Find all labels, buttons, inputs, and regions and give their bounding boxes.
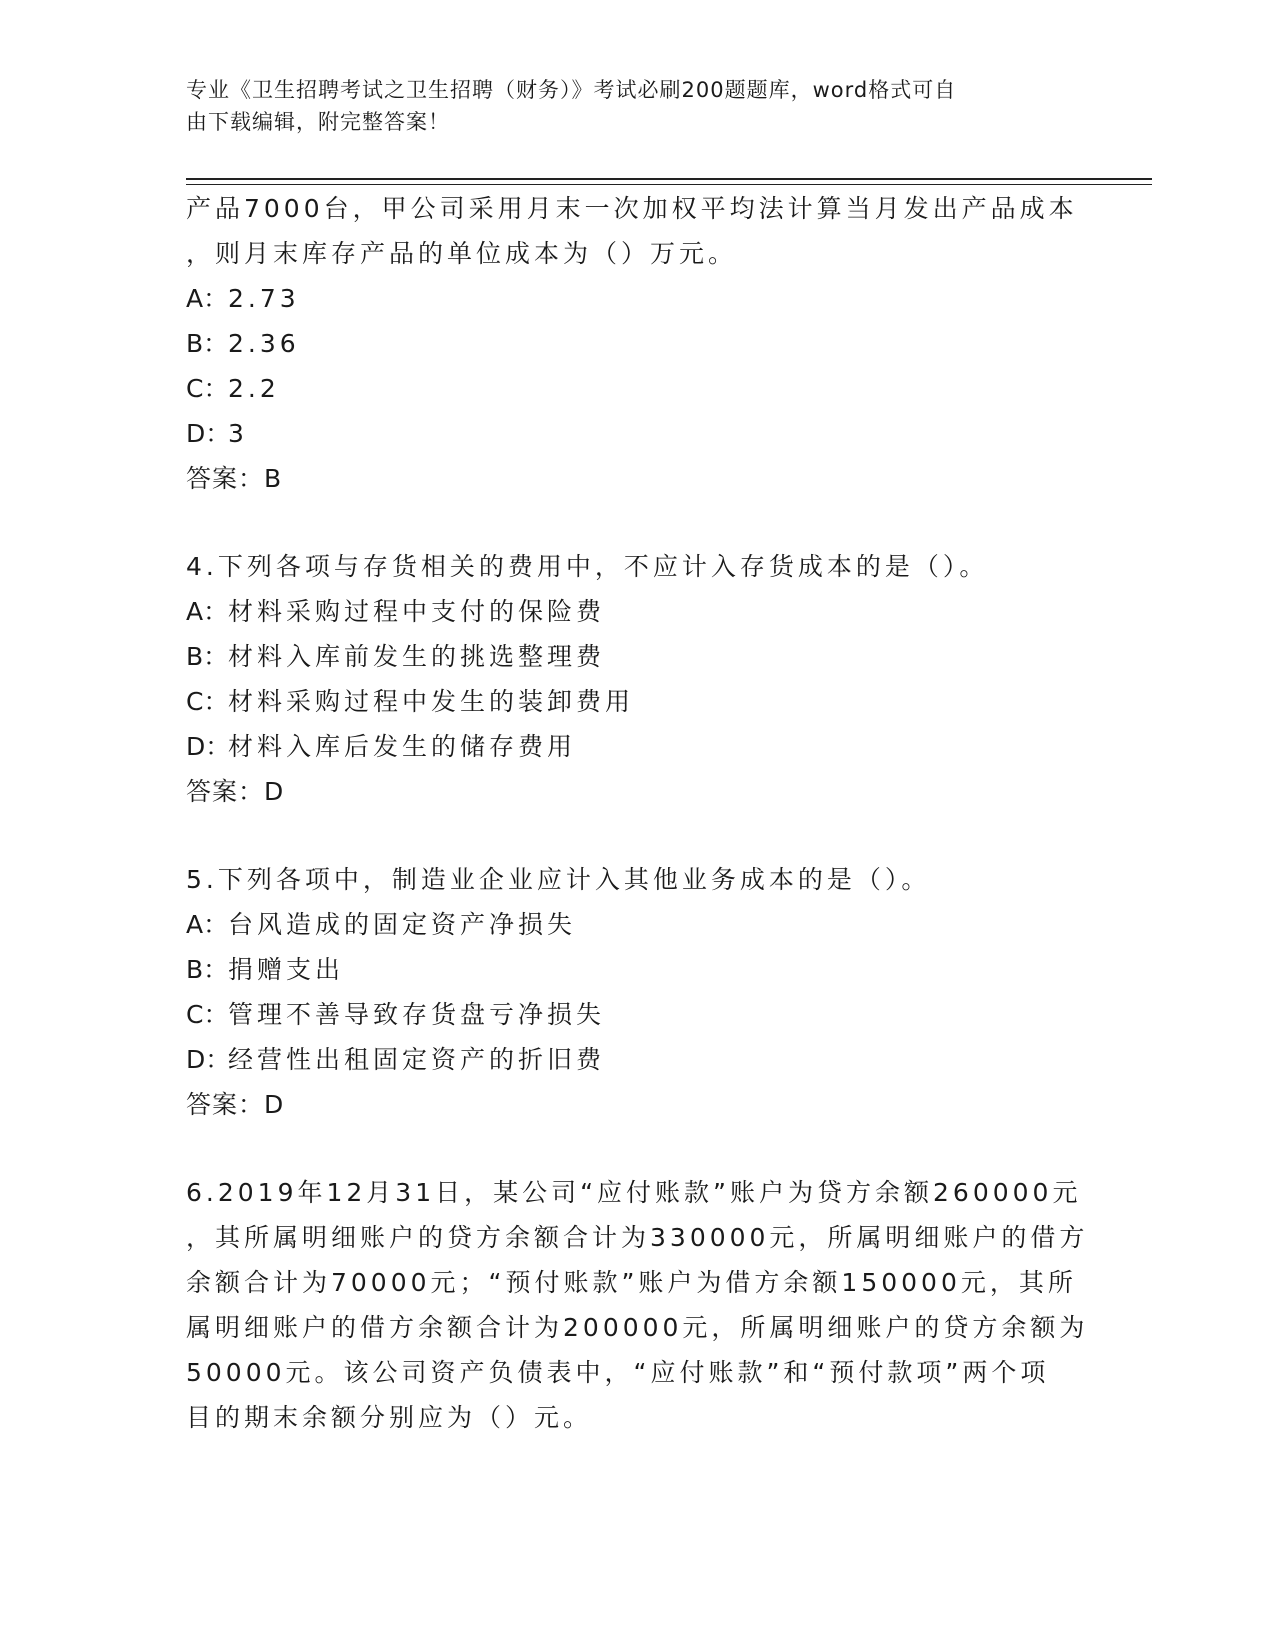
question-5-option-d [186,1037,1086,1082]
option-label: B： [186,955,229,984]
question-5-option-a [186,902,1086,947]
question-5-stem: 5.下列各项中，制造业企业应计入其他业务成本的是（）。 [186,865,931,894]
question-4-option-d [186,724,1086,769]
spacer [186,814,1086,857]
question-5 [186,857,1086,1127]
question-5-option-c [186,992,1086,1037]
question-3-option-a [186,276,1086,321]
question-3-option-c [186,366,1086,411]
option-text: 材料采购过程中支付的保险费 [228,597,606,626]
option-label: C： [186,1000,229,1029]
option-text: 捐赠支出 [228,955,345,984]
option-label: D： [186,419,231,448]
question-3-stem-line-2: ，则月末库存产品的单位成本为（）万元。 [186,239,738,268]
option-text: 2.36 [228,329,300,358]
option-label: A： [186,284,229,313]
question-6-stem-line-5: 50000元。该公司资产负债表中，“应付账款”和“预付款项”两个项 [186,1358,1050,1387]
question-6-stem-line-4: 属明细账户的借方余额合计为200000元，所属明细账户的贷方余额为 [186,1313,1089,1342]
option-label: C： [186,687,229,716]
question-4 [186,544,1086,814]
spacer [186,501,1086,544]
question-4-stem: 4.下列各项与存货相关的费用中，不应计入存货成本的是（）。 [186,552,989,581]
question-3-option-b [186,321,1086,366]
option-text: 材料入库后发生的储存费用 [228,732,577,761]
question-6-stem-line-3: 余额合计为70000元；“预付账款”账户为借方余额150000元，其所 [186,1268,1077,1297]
option-label: C： [186,374,229,403]
option-label: A： [186,597,229,626]
question-3-stem-line-1: 产品7000台，甲公司采用月末一次加权平均法计算当月发出产品成本 [186,194,1078,223]
option-text: 2.73 [228,284,300,313]
question-3-answer: 答案：B [186,464,283,493]
option-label: B： [186,642,229,671]
question-4-answer: 答案：D [186,777,285,806]
option-text: 经营性出租固定资产的折旧费 [228,1045,606,1074]
question-4-option-b [186,634,1086,679]
header-line-2: 由下载编辑，附完整答案！ [186,110,450,134]
question-6-stem-line-2: ，其所属明细账户的贷方余额合计为330000元，所属明细账户的借方 [186,1223,1089,1252]
document-header [186,74,1066,138]
spacer [186,1127,1086,1170]
document-body [186,186,1089,1440]
option-text: 2.2 [228,374,280,403]
option-text: 台风造成的固定资产净损失 [228,910,577,939]
question-5-option-b [186,947,1086,992]
option-text: 管理不善导致存货盘亏净损失 [228,1000,606,1029]
question-3-option-d [186,411,1086,456]
question-6-stem-line-1: 6.2019年12月31日，某公司“应付账款”账户为贷方余额260000元 [186,1178,1082,1207]
option-text: 材料入库前发生的挑选整理费 [228,642,606,671]
question-4-option-a [186,589,1086,634]
question-3 [186,186,1086,501]
question-6 [186,1170,1089,1440]
header-line-1: 专业《卫生招聘考试之卫生招聘（财务）》考试必刷200题题库，word格式可自 [186,78,957,102]
option-text: 3 [228,419,248,448]
option-label: D： [186,1045,231,1074]
option-text: 材料采购过程中发生的装卸费用 [228,687,635,716]
question-5-answer: 答案：D [186,1090,285,1119]
question-4-option-c [186,679,1086,724]
option-label: D： [186,732,231,761]
header-rule-thick [186,178,1152,180]
question-6-stem-line-6: 目的期末余额分别应为（）元。 [186,1403,593,1432]
header-rule-thin [186,184,1152,185]
option-label: B： [186,329,229,358]
option-label: A： [186,910,229,939]
